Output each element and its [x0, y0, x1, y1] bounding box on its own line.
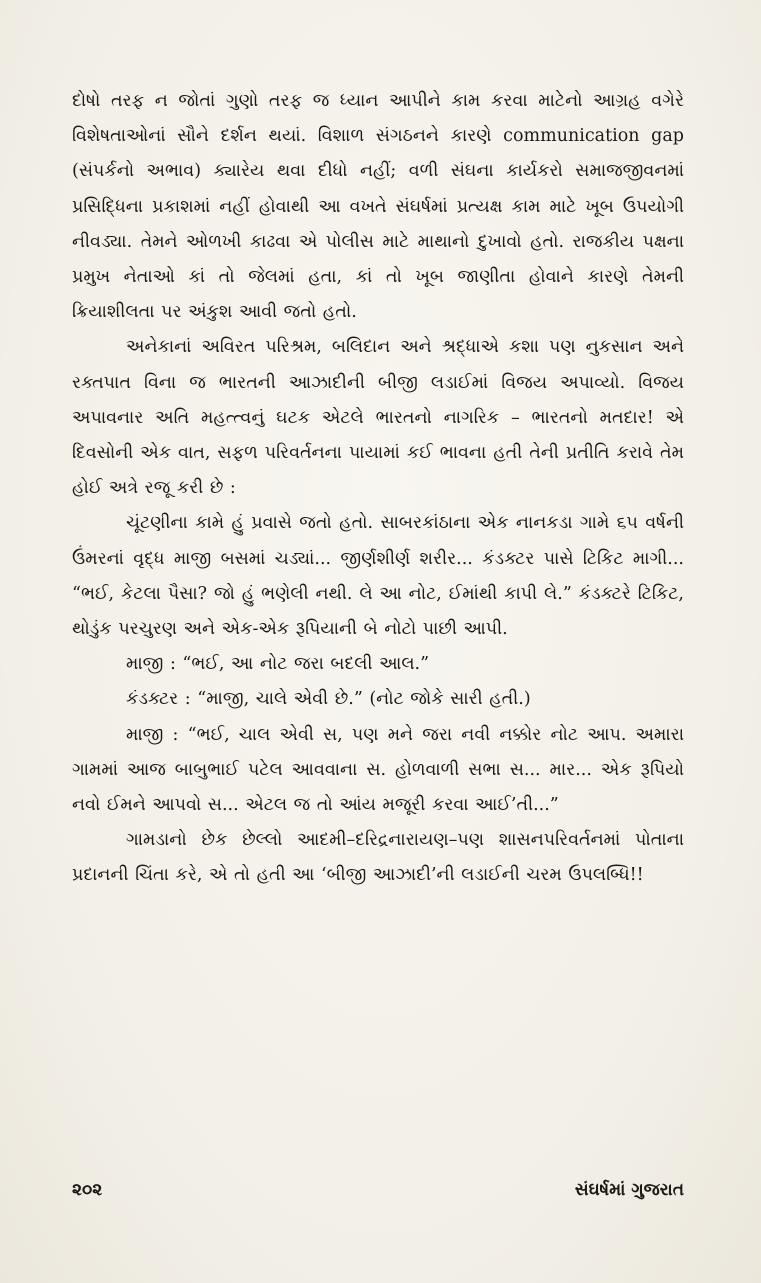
body-text — [72, 84, 684, 894]
page-number: ૨૦૨ — [72, 1180, 103, 1200]
paragraph-closing: ગામડાનો છેક છેલ્લો આદમી–દરિદ્રનારાયણ–પણ શાસનપરિવર્તનમાં પોતાના પ્રદાનની ચિંતા કરે, એ તો હતી આ ‘બીજી આઝાદી’ની લડાઈની ચરમ ઉપલબ્ધિ!! — [72, 830, 684, 886]
paragraph-2: અનેકાનાં અવિરત પરિશ્રમ, બલિદાન અને શ્રદ્ધાએ કશા પણ નુકસાન અને રક્તપાત વિના જ ભારતની આઝાદીની બીજી લડાઈમાં વિજય અપાવ્યો. વિજય અપાવનાર અતિ મહત્ત્વનું ઘટક એટલે ભારતનો નાગરિક – ભારતનો મતદાર! એ દિવસોની એક વાત, સફળ પરિવર્તનના પાયામાં કઈ ભાવના હતી તેની પ્રતીતિ કરાવે તેમ હોઈ અત્રે રજૂ કરી છે : — [72, 337, 684, 499]
dialogue-line-1: માજી : “ભઈ, આ નોટ જરા બદલી આલ.” — [126, 654, 430, 675]
page-footer — [72, 1180, 684, 1208]
paragraph-1: દોષો તરફ ન જોતાં ગુણો તરફ જ ધ્યાન આપીને કામ કરવા માટેનો આગ્રહ વગેરે વિશેષતાઓનાં સૌને દર્શન થયાં. વિશાળ સંગઠનને કારણે communication gap (સંપર્કનો અભાવ) ક્યારેય થવા દીધો નહીં; વળી સંઘના કાર્યકરો સમાજજીવનમાં પ્રસિદ્ધિના પ્રકાશમાં નહીં હોવાથી આ વખતે સંઘર્ષમાં પ્રત્યક્ષ કામ માટે ખૂબ ઉપયોગી નીવડ્યા. તેમને ઓળખી કાઢવા એ પોલીસ માટે માથાનો દુખાવો હતો. રાજકીય પક્ષના પ્રમુખ નેતાઓ કાં તો જેલમાં હતા, કાં તો ખૂબ જાણીતા હોવાને કારણે તેમની ક્રિયાશીલતા પર અંકુશ આવી જતો હતો. — [72, 91, 684, 323]
dialogue-line-2: કંડક્ટર : “માજી, ચાલે એવી છે.” (નોટ જોકે સારી હતી.) — [126, 689, 531, 710]
dialogue-line-3: માજી : “ભઈ, ચાલ એવી સ, પણ મને જરા નવી નક્કોર નોટ આપ. અમારા ગામમાં આજ બાબુભાઈ પટેલ આવવાના સ. હોળવાળી સભા સ... માર... એક રૂપિયો નવો ઈમને આપવો સ... એટલ જ તો આંય મજૂરી કરવા આઈ’તી...” — [72, 724, 684, 816]
running-title: સંઘર્ષમાં ગુજરાત — [574, 1180, 684, 1200]
paragraph-3: ચૂંટણીના કામે હું પ્રવાસે જતો હતો. સાબરકાંઠાના એક નાનકડા ગામે ૬૫ વર્ષની ઉંમરનાં વૃદ્ધ માજી બસમાં ચડ્યાં... જીર્ણશીર્ણ શરીર... કંડક્ટર પાસે ટિકિટ માગી... “ભઈ, કેટલા પૈસા? જો હું ભણેલી નથી. લે આ નોટ, ઈમાંથી કાપી લે.” કંડક્ટરે ટિકિટ, થોડુંક પરચુરણ અને એક-એક રૂપિયાની બે નોટો પાછી આપી. — [72, 513, 684, 640]
